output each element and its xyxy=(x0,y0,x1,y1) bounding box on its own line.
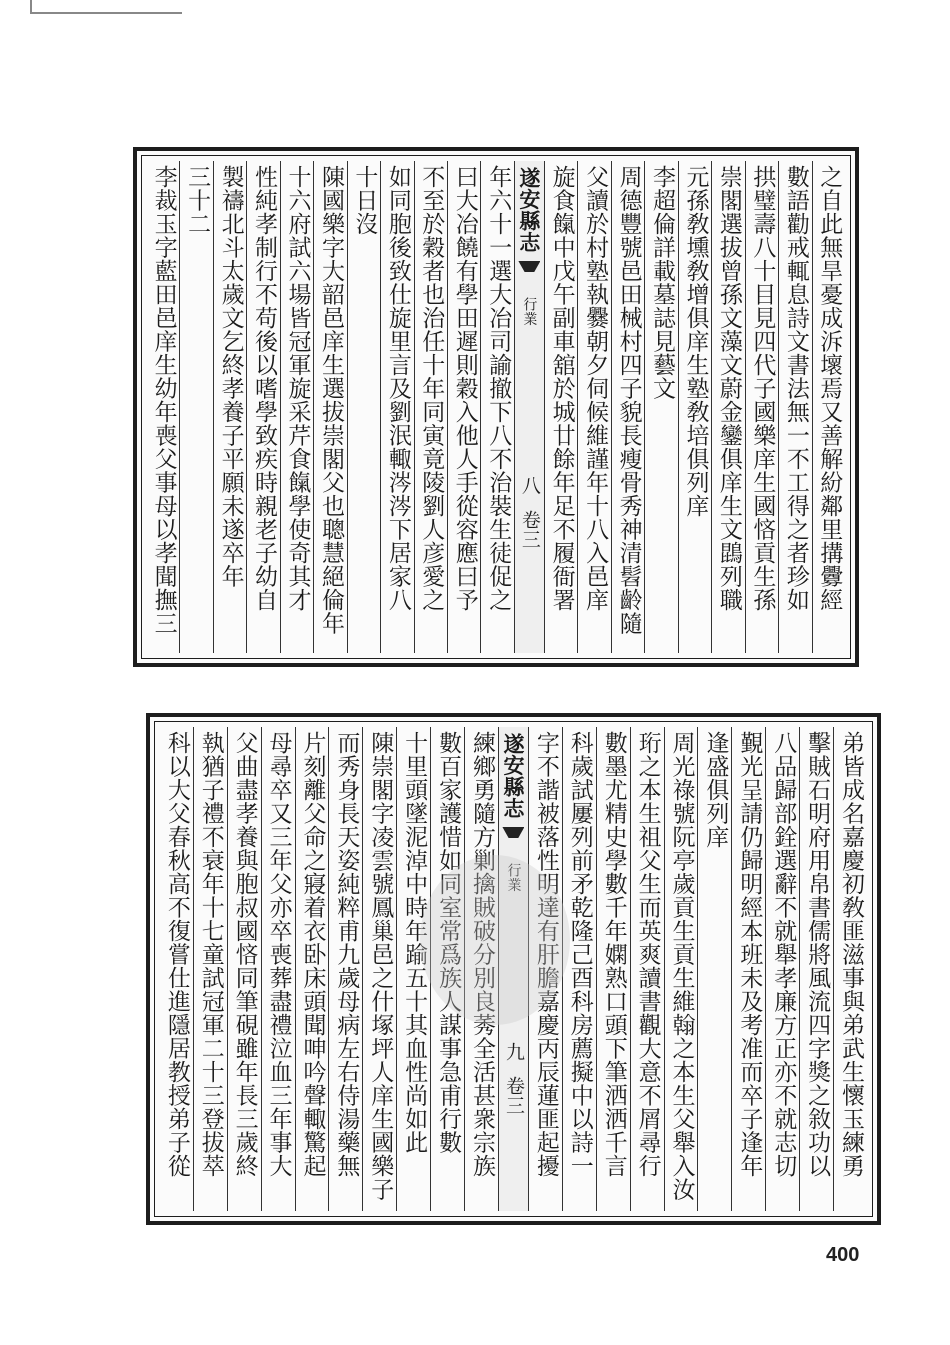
text-column: 十日沒 xyxy=(347,161,380,653)
fish-tail-mark xyxy=(518,261,540,289)
text-column: 十六府試六場皆冠軍旋采芹食餼學使奇其才 xyxy=(280,161,313,653)
text-column: 如同胞後致仕旋里言及劉泯輙涔涔下居家八 xyxy=(380,161,413,653)
text-column: 字不諧被落性明達有肝膽嘉慶丙辰蓮匪起擾 xyxy=(528,727,562,1211)
text-column: 年六十一選大冶司諭撤下八不治裝生徒促之 xyxy=(480,161,513,653)
text-column: 李裁玉字藍田邑庠生幼年喪父事母以孝聞撫三 xyxy=(150,165,177,635)
text-column: 科歲試屢列前矛乾隆己酉科房薦擬中以詩一 xyxy=(562,727,596,1211)
text-column: 而秀身長天姿純粹甫九歲母病左右侍湯藥無 xyxy=(328,727,362,1211)
volume-label: 卷三 xyxy=(502,1075,525,1115)
text-column: 片刻離父命之寢着衣卧床頭聞呻吟聲輙驚起 xyxy=(295,727,329,1211)
text-column: 擊賊石明府用帛書儒將風流四字獎之敘功以 xyxy=(799,727,833,1211)
bottom-page-scan xyxy=(146,713,881,1225)
volume-label: 卷三 xyxy=(518,509,541,549)
text-column: 陳崇閣字凌雲號鳳巢邑之什塚坪人庠生國樂子 xyxy=(362,727,396,1211)
text-column: 性純孝制行不苟後以嗜學致疾時親老子幼自 xyxy=(246,161,279,653)
top-page-scan xyxy=(133,147,859,667)
text-column: 弟皆成名嘉慶初敎匪滋事與弟武生懷玉練勇 xyxy=(833,727,867,1211)
text-column: 覲光呈請仍歸明經本班未及考准而卒子逢年 xyxy=(731,727,765,1211)
text-column: 父曲盡孝養與胞叔國悋同筆硯雖年長三歲終 xyxy=(227,727,261,1211)
page-number: 400 xyxy=(826,1244,860,1266)
text-column: 珩之本生祖父生而英爽讀書觀大意不屑尋行 xyxy=(630,727,664,1211)
text-column: 之自此無旱憂成泝壞焉又善解紛鄰里搆釁經 xyxy=(812,161,845,653)
top-page-columns xyxy=(147,161,845,653)
bottom-page-columns xyxy=(160,727,867,1211)
text-column: 不至於穀者也治任十年同寅竟陵劉人彦愛之 xyxy=(414,161,447,653)
text-column: 父讀於村塾執爨朝夕伺候維謹年十八入邑庠 xyxy=(577,161,610,653)
text-column: 三十二 xyxy=(179,161,212,653)
leaf-number: 九 xyxy=(502,1042,525,1062)
book-title: 遂安縣志 xyxy=(500,733,526,819)
text-column: 八品歸部銓選辭不就舉孝廉方正亦不就志切 xyxy=(765,727,799,1211)
center-fold-header xyxy=(498,727,528,1211)
corner-crop-mark xyxy=(30,0,182,14)
text-column: 陳國樂字大韶邑庠生選拔崇閣父也聰慧絕倫年 xyxy=(313,161,346,653)
text-column: 練鄉勇隨方剿擒賊破分別良莠全活甚衆宗族 xyxy=(464,727,498,1211)
text-column: 數語勸戒輒息詩文書法無一不工得之者珍如 xyxy=(778,161,811,653)
text-column: 周德豐號邑田械村四子貌長瘦骨秀神清髫齡隨 xyxy=(611,161,644,653)
section-name: 行業 xyxy=(521,297,538,326)
book-title: 遂安縣志 xyxy=(516,167,542,253)
center-fold-header xyxy=(514,161,544,653)
text-column: 十里頭墜泥淖中時年踰五十其血性尚如此 xyxy=(396,727,430,1211)
text-column: 元孫敎壎敎增俱庠生塾敎培俱列庠 xyxy=(678,161,711,653)
text-column: 旋食餼中戊午副車舘於城廿餘年足不履衙署 xyxy=(544,161,577,653)
text-column: 數百家護惜如同室常爲族人謀事急甫行數 xyxy=(430,727,464,1211)
text-column: 科以大父春秋高不復嘗仕進隱居教授弟子從 xyxy=(163,731,190,1178)
text-column: 逢盛俱列庠 xyxy=(697,727,731,1211)
section-name: 行業 xyxy=(505,863,522,892)
text-column: 曰大冶饒有學田遲則穀入他人手從容應曰予 xyxy=(447,161,480,653)
text-column: 母尋卒又三年父亦卒喪葬盡禮泣血三年事大 xyxy=(261,727,295,1211)
text-column: 周光祿號阮亭歲貢生貢生維翰之本生父舉入汝 xyxy=(664,727,698,1211)
fish-tail-mark xyxy=(502,827,524,855)
text-column: 拱璧壽八十目見四代子國樂庠生國悋貢生孫 xyxy=(745,161,778,653)
text-column: 製禱北斗太歲文乞終孝養子平願未遂卒年 xyxy=(213,161,246,653)
text-column: 執猶子禮不衰年十七童試冠軍二十三登拔萃 xyxy=(193,727,227,1211)
text-column: 數墨尤精史學數千年嫻熟口頭下筆洒洒千言 xyxy=(596,727,630,1211)
leaf-number: 八 xyxy=(518,476,541,496)
text-column: 崇閣選拔曾孫文藻文蔚金鑾俱庠生文鵾列職 xyxy=(711,161,744,653)
text-column: 李超倫詳載墓誌見藝文 xyxy=(644,161,677,653)
